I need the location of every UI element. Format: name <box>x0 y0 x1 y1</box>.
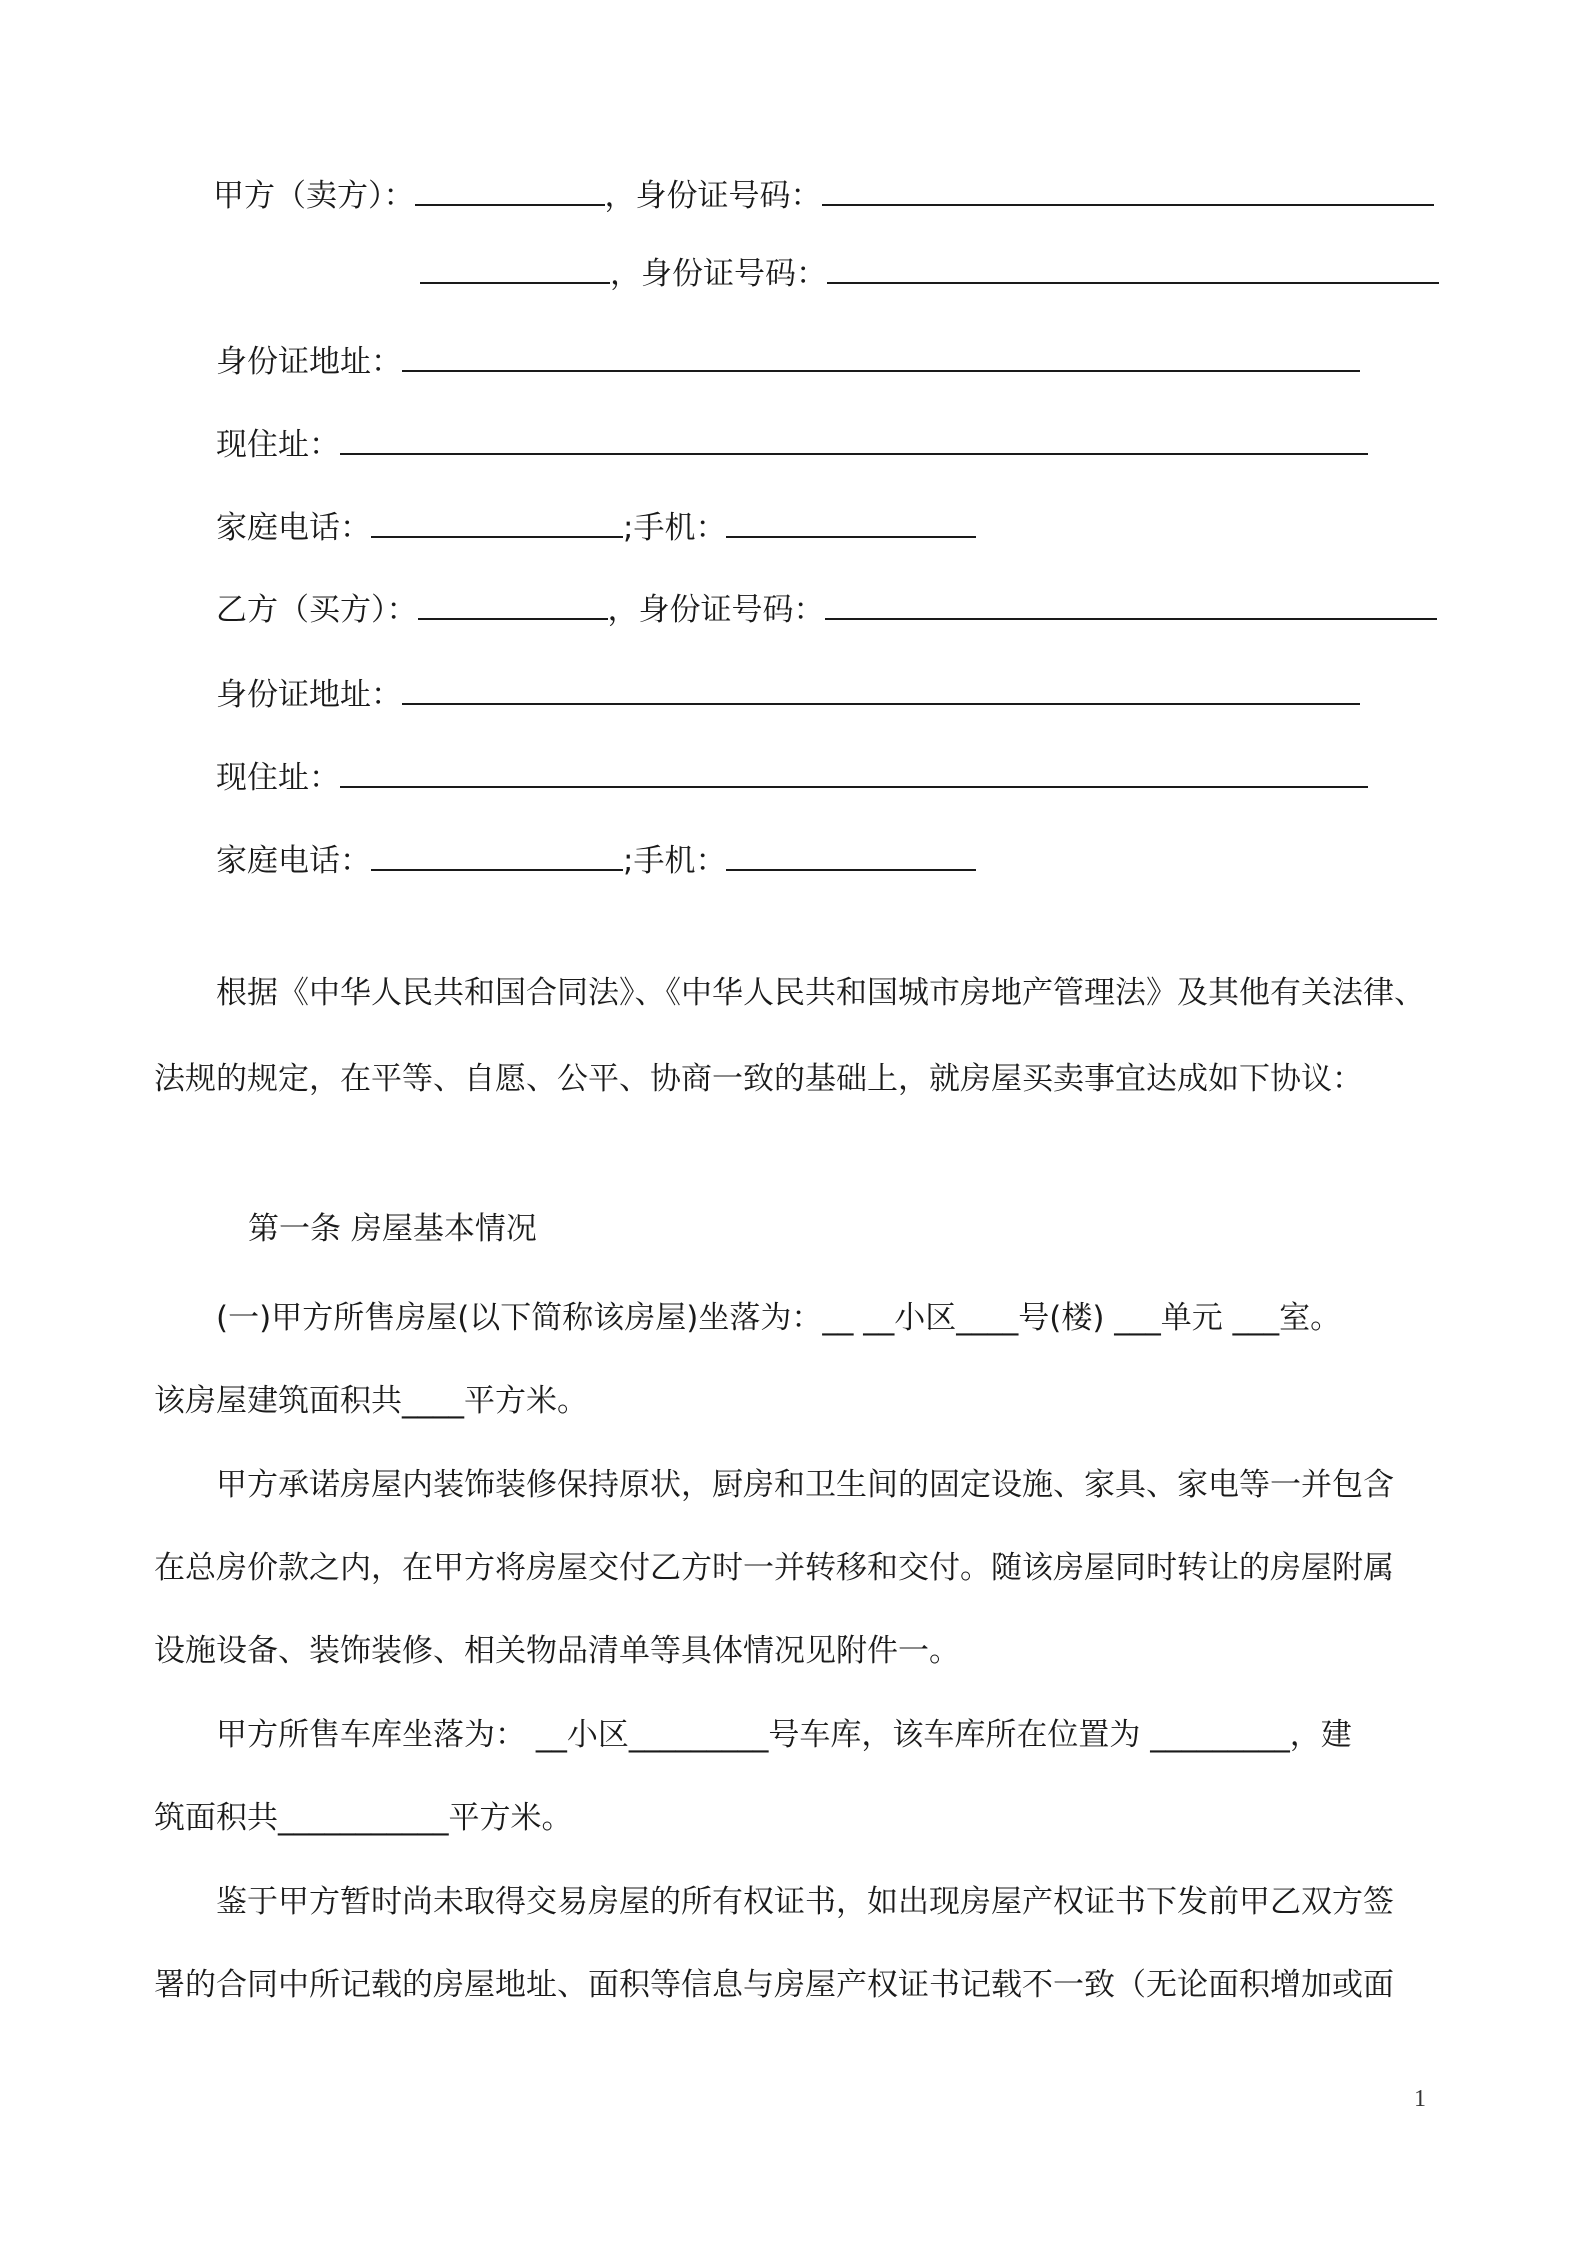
seller-current-address-row <box>216 425 1368 465</box>
house-area-prefix: 该房屋建筑面积共 <box>154 1383 402 1419</box>
preamble-line-1: 根据《中华人民共和国合同法》、《中华人民共和国城市房地产管理法》及其他有关法律、 <box>216 975 1425 1011</box>
preamble-line-2: 法规的规定，在平等、自愿、公平、协商一致的基础上，就房屋买卖事宜达成如下协议： <box>154 1061 1363 1097</box>
seller-row <box>213 176 1434 216</box>
garage-blank-2: _________ <box>628 1717 769 1753</box>
decor-line-2: 在总房价款之内，在甲方将房屋交付乙方时一并转移和交付。随该房屋同时转让的房屋附属 <box>154 1550 1394 1586</box>
house-location-room: 室。 <box>1279 1300 1342 1336</box>
seller-id-address-row <box>216 342 1360 382</box>
decor-line-3: 设施设备、装饰装修、相关物品清单等具体情况见附件一。 <box>154 1633 960 1669</box>
garage-area-prefix: 筑面积共 <box>154 1800 278 1836</box>
buyer-row <box>216 590 1437 630</box>
decor-line-1: 甲方承诺房屋内装饰装修保持原状，厨房和卫生间的固定设施、家具、家电等一并包含 <box>216 1467 1394 1503</box>
house-location-blank-1: __ __ <box>822 1300 895 1336</box>
seller-name-blank <box>415 178 605 206</box>
buyer-current-address-label: 现住址： <box>216 760 340 796</box>
seller-mobile-label: ;手机： <box>623 510 727 546</box>
seller-id-label-2: ，身份证号码： <box>610 256 827 292</box>
seller-id-blank-2 <box>827 256 1439 284</box>
buyer-id-address-blank <box>402 677 1360 705</box>
house-location-unit: 单元 <box>1160 1300 1223 1336</box>
buyer-id-blank <box>825 592 1437 620</box>
house-area-line <box>154 1381 588 1421</box>
house-location-community: 小区 <box>894 1300 957 1336</box>
buyer-label: 乙方（买方）： <box>216 592 418 628</box>
buyer-id-label: ，身份证号码： <box>607 592 825 628</box>
garage-location-line <box>216 1715 1352 1755</box>
seller-current-address-blank <box>340 427 1368 455</box>
page-number: 1 <box>1414 2086 1426 2112</box>
buyer-home-phone-label: 家庭电话： <box>216 843 371 879</box>
house-location-line <box>216 1298 1341 1338</box>
house-location-blank-4: ___ <box>1232 1300 1280 1336</box>
buyer-current-address-blank <box>340 760 1368 788</box>
garage-blank-1: __ <box>535 1717 567 1753</box>
seller-id-label: ，身份证号码： <box>604 178 822 214</box>
buyer-id-address-row <box>216 675 1360 715</box>
certificate-line-1: 鉴于甲方暂时尚未取得交易房屋的所有权证书，如出现房屋产权证书下发前甲乙双方签 <box>216 1884 1394 1920</box>
seller-row-2 <box>420 254 1439 294</box>
buyer-home-phone-blank <box>371 843 623 871</box>
house-location-building: 号(楼) <box>1018 1300 1105 1336</box>
buyer-current-address-row <box>216 758 1368 798</box>
garage-blank-3: _________ <box>1150 1717 1290 1753</box>
garage-area-blank: ___________ <box>278 1800 449 1836</box>
garage-area-unit: 平方米。 <box>448 1800 573 1836</box>
seller-id-address-blank <box>402 344 1360 372</box>
seller-mobile-blank <box>726 510 976 538</box>
seller-id-address-label: 身份证地址： <box>216 344 402 380</box>
buyer-name-blank <box>418 592 608 620</box>
house-area-unit: 平方米。 <box>464 1383 588 1419</box>
garage-prefix: 甲方所售车库坐落为： <box>216 1717 526 1753</box>
seller-phone-row <box>216 508 976 548</box>
garage-build: ，建 <box>1289 1717 1352 1753</box>
house-location-prefix: (一)甲方所售房屋(以下简称该房屋)坐落为： <box>216 1300 823 1336</box>
garage-community: 小区 <box>566 1717 629 1753</box>
buyer-mobile-blank <box>726 843 976 871</box>
seller-label: 甲方（卖方）： <box>213 178 415 214</box>
certificate-line-2: 署的合同中所记载的房屋地址、面积等信息与房屋产权证书记载不一致（无论面积增加或面 <box>154 1967 1394 2003</box>
seller-id-blank <box>822 178 1434 206</box>
garage-area-line <box>154 1798 573 1838</box>
seller-current-address-label: 现住址： <box>216 427 340 463</box>
article-1-title: 第一条 房屋基本情况 <box>248 1211 537 1247</box>
seller-home-phone-blank <box>371 510 623 538</box>
seller-home-phone-label: 家庭电话： <box>216 510 371 546</box>
garage-number: 号车库，该车库所在位置为 <box>768 1717 1141 1753</box>
house-location-blank-3: ___ <box>1114 1300 1161 1336</box>
buyer-id-address-label: 身份证地址： <box>216 677 402 713</box>
buyer-mobile-label: ;手机： <box>623 843 727 879</box>
house-area-blank: ____ <box>402 1383 464 1419</box>
buyer-phone-row <box>216 841 976 881</box>
seller-name-blank-2 <box>420 256 610 284</box>
house-location-blank-2: ____ <box>956 1300 1019 1336</box>
